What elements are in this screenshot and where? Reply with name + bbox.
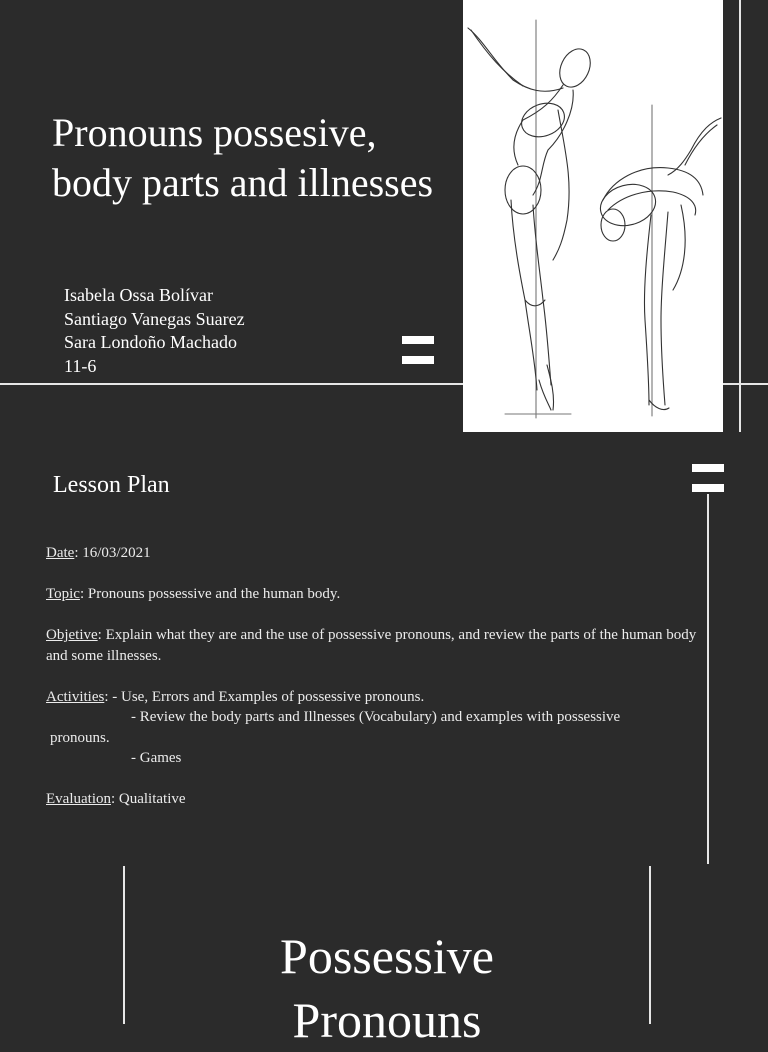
equals-decoration-icon xyxy=(402,334,434,366)
author-name: Santiago Vanegas Suarez xyxy=(64,308,245,329)
author-name: Sara Londoño Machado xyxy=(64,332,237,352)
topic-label: Topic xyxy=(46,586,80,602)
date-line xyxy=(46,543,716,564)
section-title-line: Pronouns xyxy=(292,992,482,1048)
activity-item-cont: pronouns. xyxy=(50,729,110,746)
activity-item: - Games xyxy=(131,750,182,766)
author-name: Isabela Ossa Bolívar xyxy=(64,285,213,305)
objective-label: Objetive xyxy=(46,627,98,643)
figure-sketch-icon xyxy=(463,0,723,432)
activity-item: - Review the body parts and Illnesses (Vocabulary) and examples with possessive xyxy=(131,709,621,725)
figure-drawing-image xyxy=(463,0,723,432)
activities-block xyxy=(46,687,716,769)
equals-decoration-icon xyxy=(692,462,724,494)
divider-line-vertical xyxy=(739,0,741,432)
activity-item: : - Use, Errors and Examples of possessive pronouns. xyxy=(104,688,425,705)
activities-label: Activities xyxy=(46,688,105,705)
divider-line xyxy=(0,383,463,385)
evaluation-line xyxy=(46,789,716,810)
section-title-line: Possessive xyxy=(280,928,494,984)
date-value: : 16/03/2021 xyxy=(74,545,151,561)
lesson-plan-body xyxy=(46,543,716,830)
evaluation-label: Evaluation xyxy=(46,791,111,807)
author-list xyxy=(64,284,245,378)
section-title: Lesson Plan xyxy=(53,472,170,498)
objective-value: : Explain what they are and the use of possessive pronouns, and review the parts of the human body and some illnesses. xyxy=(46,627,697,664)
evaluation-value: : Qualitative xyxy=(110,791,186,807)
date-label: Date xyxy=(46,545,75,561)
class-group: 11-6 xyxy=(64,355,97,376)
objective-line xyxy=(46,625,716,666)
topic-value: : Pronouns possessive and the human body. xyxy=(79,586,341,602)
page-title: Pronouns possesive, body parts and illnesses xyxy=(52,110,434,205)
divider-line xyxy=(723,383,768,385)
topic-line xyxy=(46,584,716,605)
divider-line-vertical xyxy=(649,866,651,1024)
section-title xyxy=(125,924,649,1052)
